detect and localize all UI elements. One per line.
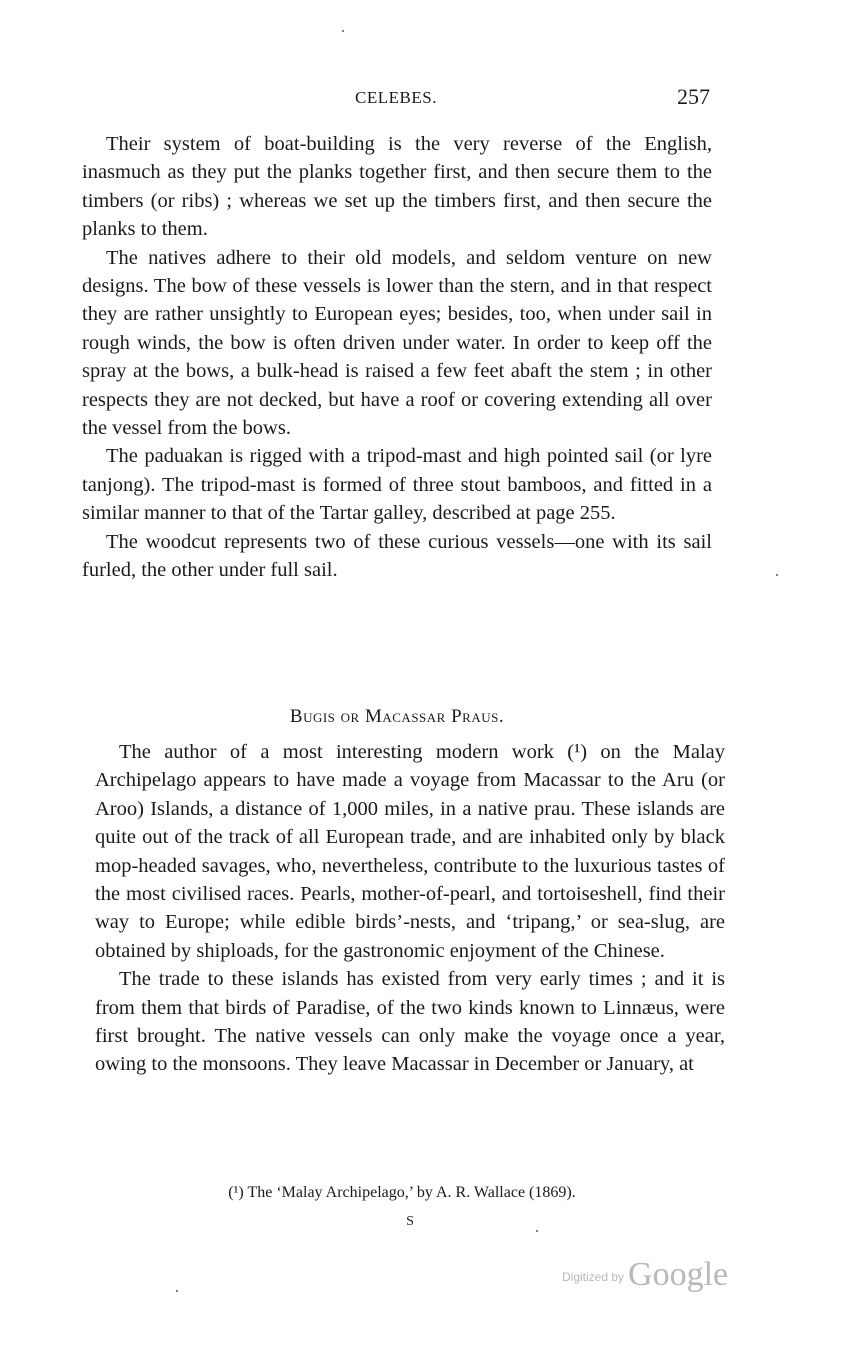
- scan-speck: [536, 1230, 538, 1232]
- paragraph: The natives adhere to their old models, and seldom venture on new designs. The bow of these vessels is lower than the stern, and in that respect they are rather unsightly to European eyes; besides, too, when under sail in rough winds, the bow is often driven under water. In order to keep off the spray at the bows, a bulk-head is raised a few feet abaft the stem ; in other respects they are not decked, but have a roof or covering extending all over the vessel from the bows.: [82, 246, 712, 440]
- digitized-watermark: [562, 1256, 728, 1294]
- running-title: CELEBES.: [355, 88, 437, 107]
- running-head: [82, 84, 710, 110]
- google-logo: Google: [628, 1256, 729, 1293]
- scan-speck: [176, 1290, 178, 1292]
- body-text-top: [82, 130, 712, 585]
- paragraph: The author of a most interesting modern work (¹) on the Malay Archipelago appears to have made a voyage from Macassar to the Aru (or Aroo) Islands, a distance of 1,000 miles, in a native prau. These islands are quite out of the track of all European trade, and are inhabited only by black mop-headed savages, who, nevertheless, contribute to the luxurious tastes of the most civilised races. Pearls, mother-of-pearl, and tortoiseshell, find their way to Europe; while edible birds’-nests, and ‘tripang,’ or sea-slug, are obtained by shiploads, for the gastronomic enjoyment of the Chinese.: [95, 741, 725, 962]
- paragraph: The woodcut represents two of these curious vessels—one with its sail furled, the other under full sail.: [82, 530, 712, 582]
- footnote: (¹) The ‘Malay Archipelago,’ by A. R. Wallace (1869).: [228, 1184, 576, 1201]
- signature-mark: S: [406, 1214, 414, 1229]
- watermark-prefix: Digitized by: [562, 1270, 625, 1284]
- scan-speck: [342, 30, 344, 32]
- page-number: 257: [677, 84, 710, 109]
- paragraph: Their system of boat-building is the very reverse of the English, inasmuch as they put the planks together first, and then secure them to the timbers (or ribs) ; whereas we set up the timbers first, and then secure the planks to them.: [82, 133, 712, 241]
- scan-speck: [776, 574, 778, 576]
- section-heading: Bugis or Macassar Praus.: [289, 706, 505, 727]
- paragraph: The trade to these islands has existed from very early times ; and it is from them that birds of Paradise, of the two kinds known to Linnæus, were first brought. The native vessels can only make the voyage once a year, owing to the monsoons. They leave Macassar in December or January, at: [95, 968, 725, 1076]
- body-text-bottom: [95, 738, 725, 1079]
- paragraph: The paduakan is rigged with a tripod-mast and high pointed sail (or lyre tanjong). The tripod-mast is formed of three stout bamboos, and fitted in a similar manner to that of the Tartar galley, described at page 255.: [82, 445, 712, 525]
